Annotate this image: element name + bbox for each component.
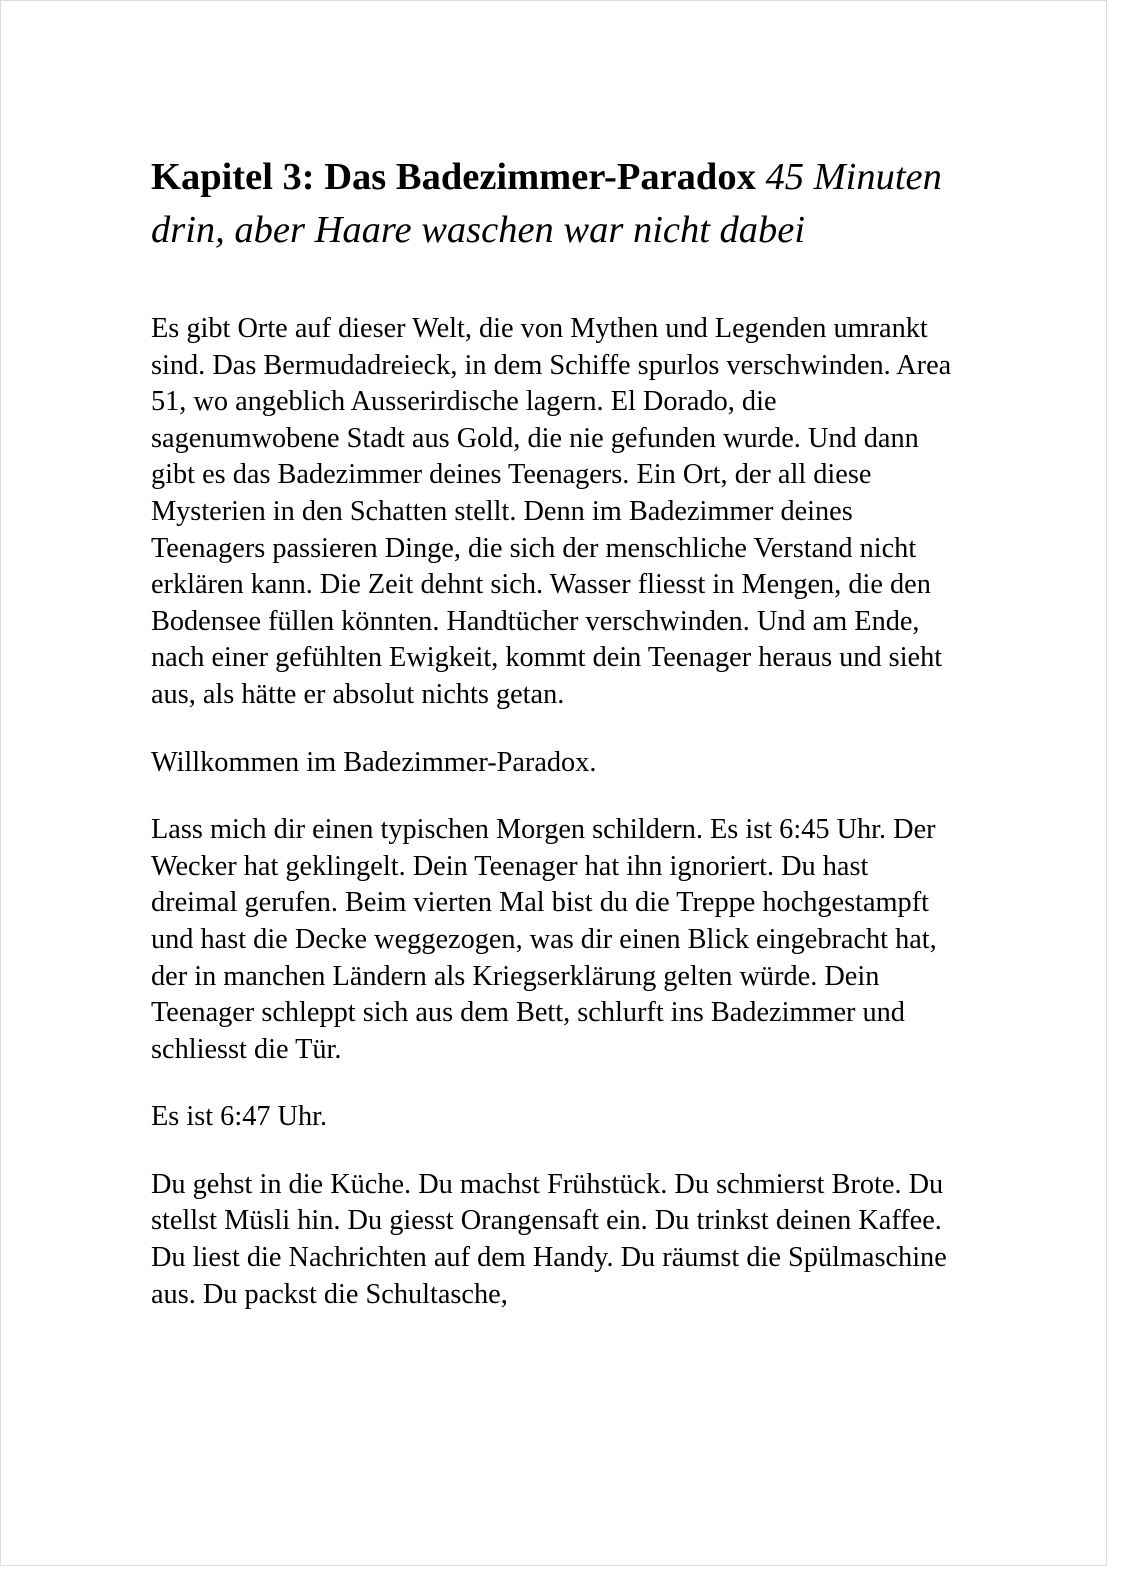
paragraph: Es ist 6:47 Uhr.	[151, 1101, 328, 1133]
page-content	[151, 151, 959, 1344]
chapter-body	[151, 311, 959, 1313]
chapter-title: Kapitel 3: Das Badezimmer-Paradox	[151, 156, 756, 198]
chapter-heading	[151, 151, 959, 257]
paragraph: Willkommen im Badezimmer-Paradox.	[151, 746, 597, 778]
paragraph: Du gehst in die Küche. Du machst Frühstück. Du schmierst Brote. Du stellst Müsli hin. Du giesst Orangensaft ein. Du trinkst deinen Kaffee. Du liest die Nachrichten auf dem Handy. Du räumst die Spülmaschine aus. Du packst die Schultasche,	[151, 1168, 947, 1310]
paragraph: Lass mich dir einen typischen Morgen schildern. Es ist 6:45 Uhr. Der Wecker hat geklingelt. Dein Teenager hat ihn ignoriert. Du hast dreimal gerufen. Beim vierten Mal bist du die Treppe hochgestampft und hast die Decke weggezogen, was dir einen Blick eingebracht hat, der in manchen Ländern als Kriegserklärung gelten würde. Dein Teenager schleppt sich aus dem Bett, schlurft ins Badezimmer und schliesst die Tür.	[151, 814, 937, 1065]
paragraph: Es gibt Orte auf dieser Welt, die von Mythen und Legenden umrankt sind. Das Bermudadreieck, in dem Schiffe spurlos verschwinden. Area 51, wo angeblich Ausserirdische lagern. El Dorado, die sagenumwobene Stadt aus Gold, die nie gefunden wurde. Und dann gibt es das Badezimmer deines Teenagers. Ein Ort, der all diese Mysterien in den Schatten stellt. Denn im Badezimmer deines Teenagers passieren Dinge, die sich der menschliche Verstand nicht erklären kann. Die Zeit dehnt sich. Wasser fliesst in Mengen, die den Bodensee füllen könnten. Handtücher verschwinden. Und am Ende, nach einer gefühlten Ewigkeit, kommt dein Teenager heraus und sieht aus, als hätte er absolut nichts getan.	[151, 313, 952, 710]
chapter-subtitle: 45 Minuten drin, aber Haare waschen war nicht dabei	[151, 156, 942, 251]
